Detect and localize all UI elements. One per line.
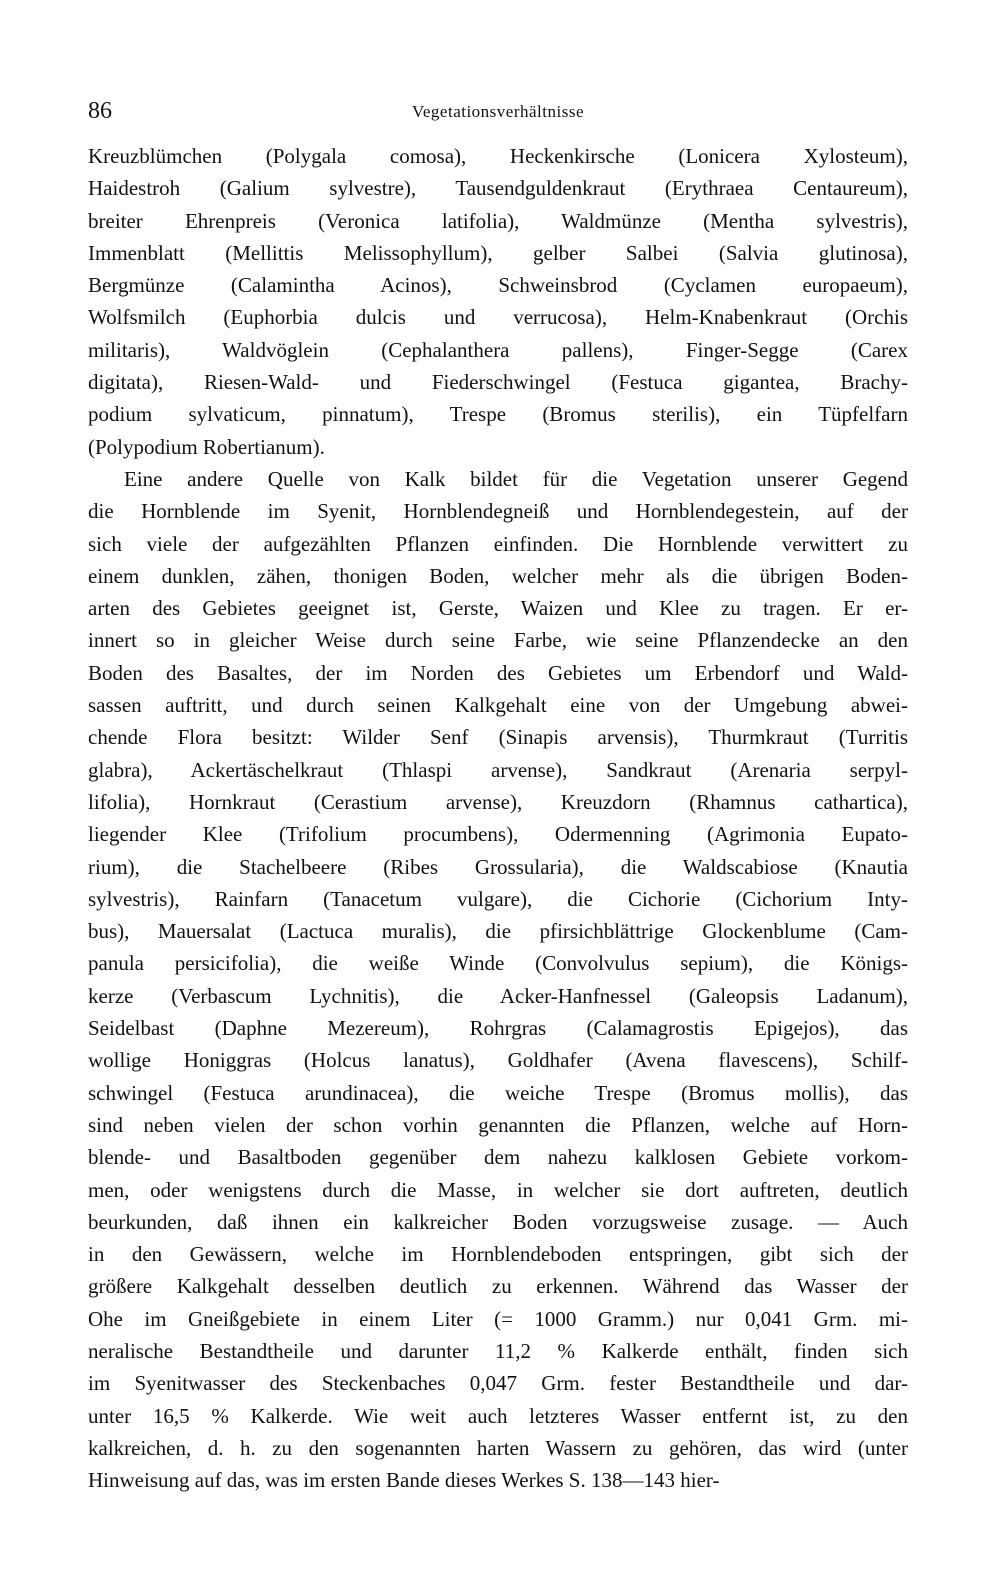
body-text (88, 140, 908, 1496)
text-line: Haidestroh (Galium sylvestre), Tausendguldenkraut (Erythraea Centaureum), (88, 176, 908, 201)
text-line: Kreuzblümchen (Polygala comosa), Heckenkirsche (Lonicera Xylosteum), (88, 144, 908, 168)
page-number: 86 (88, 98, 112, 124)
text-line: podium sylvaticum, pinnatum), Trespe (Bromus sterilis), ein Tüpfelfarn (88, 402, 908, 427)
text-line: sind neben vielen der schon vorhin genannten die Pflanzen, welche auf Horn- (88, 1112, 908, 1137)
text-line: einem dunklen, zähen, thonigen Boden, welcher mehr als die übrigen Boden- (88, 563, 908, 588)
book-page (88, 92, 908, 1496)
text-line: kalkreichen, d. h. zu den sogenannten harten Wassern zu gehören, das wird (unter (88, 1435, 908, 1460)
paragraph (88, 140, 908, 463)
text-line: lifolia), Hornkraut (Cerastium arvense), Kreuzdorn (Rhamnus cathartica), (88, 789, 908, 814)
text-line: chende Flora besitzt: Wilder Senf (Sinapis arvensis), Thurmkraut (Turritis (88, 725, 908, 750)
page-header (88, 92, 908, 140)
text-line: im Syenitwasser des Steckenbaches 0,047 Grm. fester Bestandtheile und dar- (88, 1371, 908, 1396)
text-line: die Hornblende im Syenit, Hornblendegneiß und Hornblendegestein, auf der (88, 499, 908, 524)
text-line: wollige Honiggras (Holcus lanatus), Goldhafer (Avena flavescens), Schilf- (88, 1048, 908, 1073)
text-line: neralische Bestandtheile und darunter 11,2 % Kalkerde enthält, finden sich (88, 1338, 908, 1363)
text-line: innert so in gleicher Weise durch seine Farbe, wie seine Pflanzendecke an den (88, 628, 908, 653)
text-line: Ohe im Gneißgebiete in einem Liter (= 1000 Gramm.) nur 0,041 Grm. mi- (88, 1306, 908, 1331)
text-line: militaris), Waldvöglein (Cephalanthera pallens), Finger-Segge (Carex (88, 337, 908, 362)
text-line: (Polypodium Robertianum). (88, 434, 325, 459)
text-line: unter 16,5 % Kalkerde. Wie weit auch letzteres Wasser entfernt ist, zu den (88, 1403, 908, 1428)
text-line: bus), Mauersalat (Lactuca muralis), die pfirsichblättrige Glockenblume (Cam- (88, 919, 908, 944)
text-line: kerze (Verbascum Lychnitis), die Acker-Hanfnessel (Galeopsis Ladanum), (88, 983, 908, 1008)
text-line: men, oder wenigstens durch die Masse, in welcher sie dort auftreten, deutlich (88, 1177, 908, 1202)
text-line: panula persicifolia), die weiße Winde (Convolvulus sepium), die Königs- (88, 951, 908, 976)
text-line: blende- und Basaltboden gegenüber dem nahezu kalklosen Gebiete vorkom- (88, 1145, 908, 1170)
text-line: liegender Klee (Trifolium procumbens), Odermenning (Agrimonia Eupato- (88, 822, 908, 847)
running-head: Vegetationsverhältnisse (411, 102, 584, 121)
text-line: sassen auftritt, und durch seinen Kalkgehalt eine von der Umgebung abwei- (88, 693, 908, 718)
text-line: beurkunden, daß ihnen ein kalkreicher Boden vorzugsweise zusage. — Auch (88, 1209, 908, 1234)
paragraph (88, 463, 908, 1497)
text-line: Bergmünze (Calamintha Acinos), Schweinsbrod (Cyclamen europaeum), (88, 273, 908, 298)
text-line: digitata), Riesen-Wald- und Fiederschwingel (Festuca gigantea, Brachy- (88, 370, 908, 395)
text-line: in den Gewässern, welche im Hornblendeboden entspringen, gibt sich der (88, 1242, 908, 1267)
text-line: Hinweisung auf das, was im ersten Bande dieses Werkes S. 138—143 hier- (88, 1468, 720, 1493)
text-line: rium), die Stachelbeere (Ribes Grossularia), die Waldscabiose (Knautia (88, 854, 908, 879)
text-line: glabra), Ackertäschelkraut (Thlaspi arvense), Sandkraut (Arenaria serpyl- (88, 757, 908, 782)
text-line: arten des Gebietes geeignet ist, Gerste, Waizen und Klee zu tragen. Er er- (88, 596, 908, 621)
text-line: Eine andere Quelle von Kalk bildet für die Vegetation unserer Gegend (124, 466, 908, 491)
text-line: breiter Ehrenpreis (Veronica latifolia), Waldmünze (Mentha sylvestris), (88, 208, 908, 233)
text-line: Immenblatt (Mellittis Melissophyllum), gelber Salbei (Salvia glutinosa), (88, 240, 908, 265)
text-line: größere Kalkgehalt desselben deutlich zu erkennen. Während das Wasser der (88, 1274, 908, 1299)
text-line: schwingel (Festuca arundinacea), die weiche Trespe (Bromus mollis), das (88, 1080, 908, 1105)
text-line: sich viele der aufgezählten Pflanzen einfinden. Die Hornblende verwittert zu (88, 531, 908, 556)
text-line: sylvestris), Rainfarn (Tanacetum vulgare), die Cichorie (Cichorium Inty- (88, 886, 908, 911)
text-line: Wolfsmilch (Euphorbia dulcis und verrucosa), Helm-Knabenkraut (Orchis (88, 305, 908, 330)
text-line: Seidelbast (Daphne Mezereum), Rohrgras (Calamagrostis Epigejos), das (88, 1016, 908, 1041)
text-line: Boden des Basaltes, der im Norden des Gebietes um Erbendorf und Wald- (88, 660, 908, 685)
